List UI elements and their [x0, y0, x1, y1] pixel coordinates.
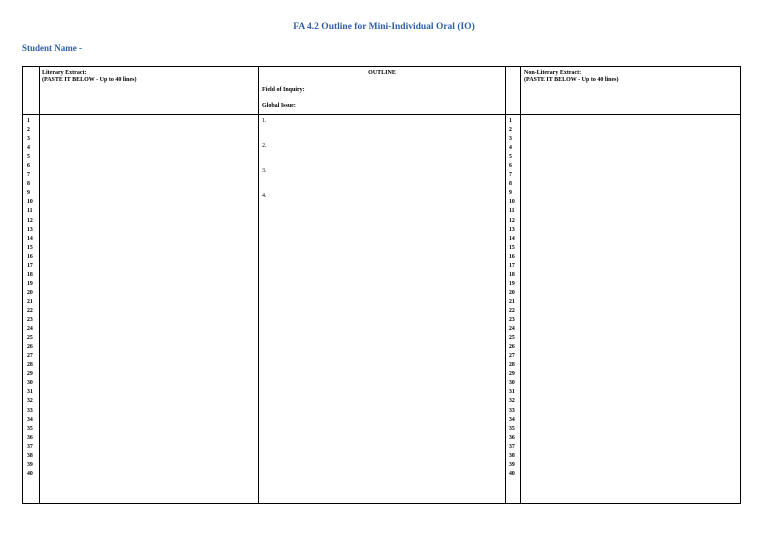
- line-number: 4: [27, 145, 30, 152]
- line-number: 21: [27, 298, 33, 305]
- line-number: 2: [27, 127, 30, 134]
- line-number: 5: [509, 154, 512, 161]
- left-line-numbers: [27, 117, 33, 479]
- line-number: 11: [509, 208, 515, 215]
- line-number: 8: [27, 181, 30, 188]
- line-number: 28: [509, 362, 515, 369]
- line-number: 38: [509, 452, 515, 459]
- outline-point[interactable]: 2.: [262, 143, 267, 149]
- line-number: 7: [27, 172, 30, 179]
- divider-left-numbers: [39, 67, 40, 503]
- line-number: 20: [27, 289, 33, 296]
- line-number: 17: [27, 262, 33, 269]
- line-number: 12: [509, 217, 515, 224]
- line-number: 36: [509, 434, 515, 441]
- line-number: 3: [509, 136, 512, 143]
- divider-outline: [505, 67, 506, 503]
- line-number: 10: [509, 199, 515, 206]
- student-name-label: Student Name -: [22, 43, 82, 53]
- line-number: 30: [509, 380, 515, 387]
- line-number: 23: [509, 317, 515, 324]
- header-row-divider: [23, 114, 740, 115]
- line-number: 9: [509, 190, 512, 197]
- line-number: 13: [509, 226, 515, 233]
- line-number: 17: [509, 262, 515, 269]
- line-number: 21: [509, 298, 515, 305]
- non-literary-extract-instruction: (PASTE IT BELOW - Up to 40 lines): [524, 77, 619, 83]
- line-number: 32: [509, 398, 515, 405]
- line-number: 19: [509, 280, 515, 287]
- line-number: 33: [27, 407, 33, 414]
- line-number: 40: [27, 470, 33, 477]
- line-number: 13: [27, 226, 33, 233]
- literary-extract-area[interactable]: [42, 117, 256, 501]
- line-number: 29: [509, 371, 515, 378]
- outline-point[interactable]: 1.: [262, 118, 267, 124]
- right-line-numbers: [509, 117, 515, 479]
- line-number: 31: [509, 389, 515, 396]
- line-number: 20: [509, 289, 515, 296]
- line-number: 4: [509, 145, 512, 152]
- line-number: 11: [27, 208, 33, 215]
- line-number: 25: [509, 335, 515, 342]
- line-number: 2: [509, 127, 512, 134]
- line-number: 38: [27, 452, 33, 459]
- line-number: 32: [27, 398, 33, 405]
- line-number: 10: [27, 199, 33, 206]
- line-number: 40: [509, 470, 515, 477]
- line-number: 37: [509, 443, 515, 450]
- line-number: 35: [509, 425, 515, 432]
- line-number: 24: [27, 326, 33, 333]
- outline-heading: OUTLINE: [368, 70, 396, 76]
- line-number: 39: [27, 461, 33, 468]
- line-number: 19: [27, 280, 33, 287]
- line-number: 27: [27, 353, 33, 360]
- line-number: 35: [27, 425, 33, 432]
- line-number: 8: [509, 181, 512, 188]
- line-number: 12: [27, 217, 33, 224]
- document-title: FA 4.2 Outline for Mini-Individual Oral (IO): [293, 22, 475, 32]
- global-issue-label: Global Issue:: [262, 103, 296, 109]
- line-number: 16: [509, 253, 515, 260]
- field-of-inquiry-label: Field of Inquiry:: [262, 87, 305, 93]
- line-number: 15: [27, 244, 33, 251]
- line-number: 6: [509, 163, 512, 170]
- line-number: 34: [27, 416, 33, 423]
- line-number: 33: [509, 407, 515, 414]
- line-number: 26: [27, 344, 33, 351]
- non-literary-extract-area[interactable]: [523, 117, 738, 501]
- line-number: 31: [27, 389, 33, 396]
- line-number: 5: [27, 154, 30, 161]
- line-number: 18: [27, 271, 33, 278]
- line-number: 7: [509, 172, 512, 179]
- line-number: 24: [509, 326, 515, 333]
- line-number: 23: [27, 317, 33, 324]
- non-literary-extract-header: [524, 70, 619, 84]
- outline-points: [262, 118, 267, 218]
- line-number: 16: [27, 253, 33, 260]
- literary-extract-heading: Literary Extract:: [42, 70, 87, 76]
- outline-point[interactable]: 3.: [262, 168, 267, 174]
- line-number: 30: [27, 380, 33, 387]
- divider-left-extract: [258, 67, 259, 503]
- line-number: 9: [27, 190, 30, 197]
- line-number: 36: [27, 434, 33, 441]
- line-number: 28: [27, 362, 33, 369]
- line-number: 18: [509, 271, 515, 278]
- line-number: 37: [27, 443, 33, 450]
- line-number: 25: [27, 335, 33, 342]
- line-number: 39: [509, 461, 515, 468]
- line-number: 14: [27, 235, 33, 242]
- literary-extract-header: [42, 70, 137, 84]
- literary-extract-instruction: (PASTE IT BELOW - Up to 40 lines): [42, 77, 137, 83]
- line-number: 26: [509, 344, 515, 351]
- line-number: 15: [509, 244, 515, 251]
- line-number: 34: [509, 416, 515, 423]
- line-number: 1: [509, 118, 512, 124]
- non-literary-extract-heading: Non-Literary Extract:: [524, 70, 582, 76]
- line-number: 22: [27, 307, 33, 314]
- outline-table: [22, 66, 741, 504]
- line-number: 22: [509, 307, 515, 314]
- line-number: 1: [27, 118, 30, 124]
- line-number: 6: [27, 163, 30, 170]
- line-number: 27: [509, 353, 515, 360]
- line-number: 14: [509, 235, 515, 242]
- divider-right-numbers: [520, 67, 521, 503]
- line-number: 3: [27, 136, 30, 143]
- outline-point[interactable]: 4.: [262, 193, 267, 199]
- line-number: 29: [27, 371, 33, 378]
